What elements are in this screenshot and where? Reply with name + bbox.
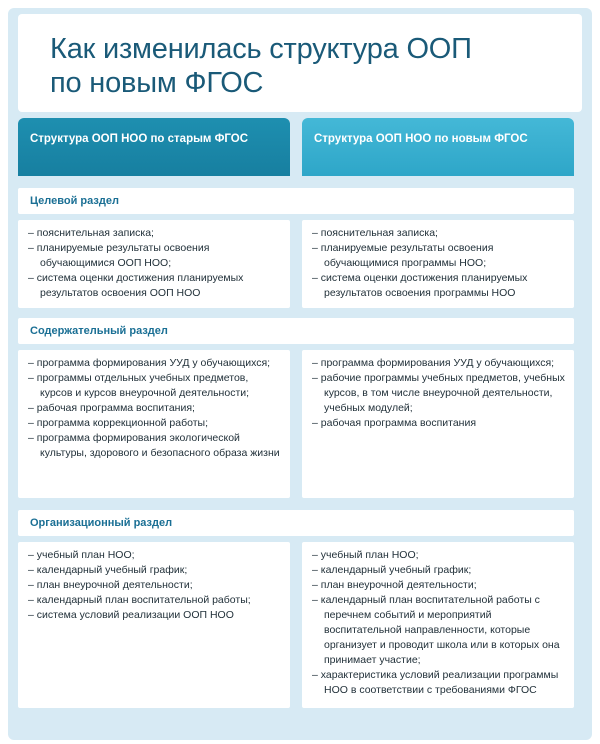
list-item: – система оценки достижения планируемых результатов освоения программы НОО [312, 271, 566, 301]
list-item: – характеристика условий реализации программы НОО в соответствии с требованиями ФГОС [312, 668, 566, 698]
list-item: – план внеурочной деятельности; [312, 578, 566, 593]
list-item: – календарный план воспитательной работы; [28, 593, 282, 608]
list-item: – календарный учебный график; [28, 563, 282, 578]
section-target-header: Целевой раздел [18, 188, 574, 214]
list-item: – программа формирования экологической культуры, здорового и безопасного образа жизни [28, 431, 282, 461]
list-item: – календарный учебный график; [312, 563, 566, 578]
page-title [50, 32, 582, 100]
list-item: – планируемые результаты освоения обучающимися программы НОО; [312, 241, 566, 271]
section-content-new-box [302, 350, 574, 498]
section-content-new-list [312, 356, 566, 431]
section-content-old-list [28, 356, 282, 461]
list-item: – учебный план НОО; [312, 548, 566, 563]
title-line-1: Как изменилась структура ООП [50, 33, 472, 65]
section-target-new-box [302, 220, 574, 308]
list-item: – пояснительная записка; [28, 226, 282, 241]
list-item: – учебный план НОО; [28, 548, 282, 563]
title-card [18, 14, 582, 112]
title-line-2: по новым ФГОС [50, 67, 264, 99]
section-org-header: Организационный раздел [18, 510, 574, 536]
section-org-old-list [28, 548, 282, 623]
list-item: – программы отдельных учебных предметов, курсов и курсов внеурочной деятельности; [28, 371, 282, 401]
list-item: – программа формирования УУД у обучающихся; [312, 356, 566, 371]
section-content-old-box [18, 350, 290, 498]
column-header-new: Структура ООП НОО по новым ФГОС [302, 118, 574, 176]
section-org-new-list [312, 548, 566, 698]
list-item: – рабочая программа воспитания; [28, 401, 282, 416]
list-item: – система оценки достижения планируемых результатов освоения ООП НОО [28, 271, 282, 301]
list-item: – программа коррекционной работы; [28, 416, 282, 431]
column-header-old: Структура ООП НОО по старым ФГОС [18, 118, 290, 176]
list-item: – планируемые результаты освоения обучающимися ООП НОО; [28, 241, 282, 271]
section-content-header: Содержательный раздел [18, 318, 574, 344]
list-item: – пояснительная записка; [312, 226, 566, 241]
section-target-old-box [18, 220, 290, 308]
section-target-old-list [28, 226, 282, 301]
list-item: – рабочие программы учебных предметов, учебных курсов, в том числе внеурочной деятельности, учебных модулей; [312, 371, 566, 416]
list-item: – календарный план воспитательной работы с перечнем событий и мероприятий воспитательной направленности, которые организует и проводит школа или в которых она принимает участие; [312, 593, 566, 668]
section-org-new-box [302, 542, 574, 708]
list-item: – рабочая программа воспитания [312, 416, 566, 431]
list-item: – система условий реализации ООП НОО [28, 608, 282, 623]
section-target-new-list [312, 226, 566, 301]
section-org-old-box [18, 542, 290, 708]
list-item: – план внеурочной деятельности; [28, 578, 282, 593]
list-item: – программа формирования УУД у обучающихся; [28, 356, 282, 371]
